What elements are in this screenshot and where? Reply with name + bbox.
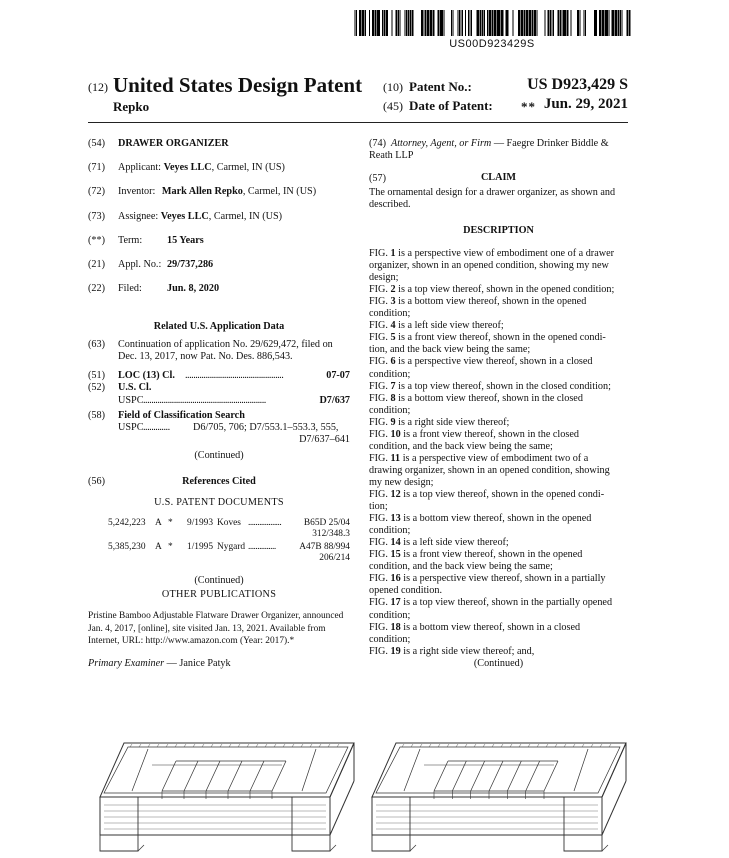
barcode-bar [563, 10, 566, 36]
drawing-stroke [372, 797, 602, 835]
drawing-stroke [319, 744, 321, 747]
reference-dots: ............... [248, 542, 276, 552]
barcode-bar [362, 10, 365, 36]
drawing-stroke [376, 747, 620, 793]
drawer-organizer-drawing-left [92, 735, 358, 855]
drawing-stroke [600, 744, 602, 747]
barcode-bar [400, 10, 401, 36]
barcode-bar [405, 10, 406, 36]
drawing-stroke [238, 744, 240, 747]
drawing-stroke [132, 749, 148, 791]
figure-number: 8 [390, 392, 396, 404]
barcode-bar [494, 10, 497, 36]
field-58: (58) Field of Classification Search [88, 410, 245, 421]
barcode-bar [396, 10, 398, 36]
drawing-stroke [228, 761, 242, 791]
drawing-stroke [301, 744, 303, 747]
reference-star: * [168, 542, 173, 552]
barcode-bar [369, 10, 370, 36]
field-56: (56) [88, 476, 105, 487]
reference-date: 1/1995 [187, 542, 214, 552]
figure-number: 2 [390, 284, 396, 296]
field-term: (**) Term: 15 Years [88, 235, 204, 246]
drawing-stroke [184, 761, 198, 791]
barcode-bar [534, 10, 536, 36]
drawing-stroke [330, 845, 336, 851]
title-drawer-organizer: DRAWER ORGANIZER [118, 138, 229, 149]
drawing-stroke [510, 744, 512, 747]
drawing-stroke [452, 761, 466, 791]
barcode-bar [545, 10, 546, 36]
barcode-bar [461, 10, 462, 36]
description-line: organizer, shown in an opened condition, showing my new [369, 260, 609, 272]
barcode-bar [612, 10, 615, 36]
figure-number: 13 [390, 513, 401, 525]
barcode-bar [580, 10, 581, 36]
figure-number: 9 [390, 416, 396, 428]
other-publication-line: Pristine Bamboo Adjustable Flatware Drawer Organizer, announced [88, 611, 344, 621]
drawing-stroke [100, 743, 354, 797]
figure-number: 16 [390, 573, 401, 585]
drawing-stroke [184, 744, 186, 747]
description-line: FIG. 4 is a left side view thereof; [369, 320, 504, 332]
barcode-bar [459, 10, 460, 36]
description-line: FIG. 11 is a perspective view of embodiment two of a [369, 452, 589, 464]
barcode-bar [484, 10, 485, 36]
field-58-line2: D7/637–641 [299, 434, 350, 445]
drawing-stroke [157, 744, 159, 747]
barcode-bar [482, 10, 484, 36]
drawing-stroke [193, 744, 195, 747]
figure-number: 1 [390, 248, 396, 259]
description-line: FIG. 17 is a top view thereof, shown in the partially opened [369, 597, 613, 609]
barcode-bar [524, 10, 525, 36]
barcode-bar [627, 10, 629, 36]
description-line: FIG. 1 is a perspective view of embodiment one of a drawer [369, 248, 614, 259]
drawing-stroke [265, 744, 267, 747]
drawing-stroke [202, 744, 204, 747]
reference-class-secondary: 206/214 [319, 553, 350, 563]
barcode-bar [532, 10, 534, 36]
field-74: (74) Attorney, Agent, or Firm — Faegre Drinker Biddle & [369, 138, 609, 149]
barcode-bar [440, 10, 443, 36]
code-45: (45) [383, 99, 403, 113]
drawing-stroke [447, 744, 449, 747]
barcode-bar [620, 10, 621, 36]
description-line: condition; [369, 609, 411, 621]
patent-type-title: United States Design Patent [113, 73, 363, 97]
barcode-bar [489, 10, 492, 36]
description-line: FIG. 8 is a bottom view thereof, shown in the closed [369, 392, 583, 404]
barcode-bar [365, 10, 366, 36]
barcode-bar [424, 10, 425, 36]
drawing-stroke [507, 761, 521, 791]
drawer-organizer-drawing-right [364, 735, 630, 855]
other-publications-title: OTHER PUBLICATIONS [161, 589, 277, 600]
reference-class: A47B 88/994 [299, 542, 350, 552]
reference-kind: A [155, 542, 162, 552]
drawing-stroke [471, 761, 485, 791]
description-line: tion; [369, 501, 388, 513]
barcode-bar [430, 10, 432, 36]
drawing-stroke [402, 744, 404, 747]
field-52-uspc: USPC ............................................................ D7/637 [118, 395, 350, 406]
header-rule [88, 122, 628, 123]
barcode-bar [562, 10, 563, 36]
barcode-bar [618, 10, 620, 36]
barcode-bar [382, 10, 383, 36]
field-63: (63) Continuation of application No. 29/629,472, filed on [88, 339, 333, 350]
drawing-stroke [609, 744, 611, 747]
drawing-stroke [310, 744, 312, 747]
field-73: (73) Assignee: Veyes LLC, Carmel, IN (US) [88, 211, 283, 222]
barcode-bar [427, 10, 430, 36]
figure-number: 3 [390, 296, 396, 308]
barcode-bar [477, 10, 480, 36]
drawing-stroke [404, 749, 420, 791]
reference-num: 5,385,230 [108, 542, 146, 552]
drawing-stroke [166, 744, 168, 747]
description-line: FIG. 12 is a top view thereof, shown in the opened condi- [369, 489, 605, 500]
drawing-stroke [429, 744, 431, 747]
reference-class-secondary: 312/348.3 [312, 529, 350, 539]
barcode-bar [537, 10, 538, 36]
barcode-bar [577, 10, 579, 36]
figure-number: 10 [390, 428, 401, 440]
drawing-stroke [138, 845, 144, 851]
barcode-bar [468, 10, 469, 36]
figure-number: 12 [390, 489, 401, 500]
figure-number: 6 [390, 356, 396, 368]
drawing-stroke [465, 744, 467, 747]
barcode-bar [631, 10, 632, 36]
field-57: (57) [369, 173, 386, 184]
description-line: opened condition. [369, 585, 442, 597]
barcode-bar [529, 10, 531, 36]
description-line: my new design; [369, 476, 434, 488]
figure-number: 14 [390, 537, 401, 549]
drawing-stroke [519, 744, 521, 747]
figure-number: 19 [390, 645, 401, 657]
description-line: FIG. 7 is a top view thereof, shown in the closed condition; [369, 380, 611, 392]
description-line: FIG. 3 is a bottom view thereof, shown in the opened [369, 296, 587, 308]
drawing-stroke [229, 744, 231, 747]
barcode-bar [602, 10, 605, 36]
reference-star: * [168, 518, 173, 528]
drawing-stroke [206, 761, 220, 791]
continued-references: (Continued) [194, 575, 244, 586]
barcode-bar [558, 10, 560, 36]
description-line: FIG. 18 is a bottom view thereof, shown in a closed [369, 621, 581, 633]
barcode-bar [451, 10, 452, 36]
drawing-stroke [420, 744, 422, 747]
description-line: FIG. 13 is a bottom view thereof, shown in the opened [369, 513, 592, 525]
us-patent-documents-title: U.S. PATENT DOCUMENTS [154, 497, 284, 508]
drawing-stroke [139, 744, 141, 747]
barcode-bar [518, 10, 520, 36]
description-line: FIG. 10 is a front view thereof, shown in the closed [369, 428, 579, 440]
drawing-stroke [546, 744, 548, 747]
barcode-bar [412, 10, 414, 36]
description-line: design; [369, 272, 399, 284]
description-line: condition; [369, 308, 411, 320]
primary-examiner: Primary Examiner — Janice Patyk [88, 658, 231, 669]
field-63-line2: Dec. 13, 2017, now Pat. No. Des. 886,543. [118, 351, 293, 362]
references-cited-title: References Cited [182, 476, 256, 487]
drawing-stroke [302, 749, 316, 791]
barcode-bar [470, 10, 471, 36]
drawing-stroke [100, 797, 330, 835]
barcode-bar [444, 10, 445, 36]
figure-number: 7 [390, 380, 396, 392]
field-22: (22) Filed: Jun. 8, 2020 [88, 283, 220, 294]
reference-kind: A [155, 518, 162, 528]
field-58-uspc: USPC ............. D6/705, 706; D7/553.1–553.3, 555, [118, 422, 339, 433]
barcode-bar [599, 10, 601, 36]
code-12: (12) [88, 80, 108, 94]
drawing-stroke [483, 744, 485, 747]
description-line: FIG. 2 is a top view thereof, shown in the opened condition; [369, 284, 615, 296]
drawing-stroke [162, 761, 176, 791]
barcode-bar [359, 10, 361, 36]
barcode-bar [471, 10, 472, 36]
description-line: condition; [369, 525, 411, 537]
barcode-bar [615, 10, 617, 36]
barcode [353, 10, 631, 36]
description-line: condition, and the back view being the same; [369, 561, 553, 573]
reference-date: 9/1993 [187, 518, 214, 528]
barcode-bar [356, 10, 357, 36]
claim-line: The ornamental design for a drawer organizer, as shown and [369, 187, 616, 198]
figure-number: 15 [390, 549, 401, 561]
barcode-bar [438, 10, 440, 36]
drawing-stroke [250, 761, 264, 791]
field-52: (52) U.S. Cl. [88, 382, 152, 393]
barcode-bar [550, 10, 551, 36]
drawing-stroke [544, 761, 558, 791]
barcode-bar [521, 10, 524, 36]
barcode-bar [480, 10, 481, 36]
drawing-stroke [582, 744, 584, 747]
drawing-stroke [283, 744, 285, 747]
description-line: FIG. 14 is a left side view thereof; [369, 537, 509, 549]
field-74-line2: Reath LLP [369, 150, 414, 161]
description-line: FIG. 6 is a perspective view thereof, shown in a closed [369, 356, 593, 368]
barcode-bar [584, 10, 585, 36]
field-71: (71) Applicant: Veyes LLC, Carmel, IN (US) [88, 162, 285, 173]
drawing-stroke [537, 744, 539, 747]
date-of-patent-label: Date of Patent: [409, 98, 493, 113]
date-of-patent: Jun. 29, 2021 [543, 96, 628, 112]
barcode-bar [384, 10, 386, 36]
barcode-bar [567, 10, 569, 36]
drawing-stroke [474, 744, 476, 747]
barcode-bar [553, 10, 554, 36]
drawing-stroke [220, 744, 222, 747]
other-publication-line: Internet, URL: http://www.amazon.com (Year: 2017).* [88, 636, 295, 646]
barcode-bar [392, 10, 393, 36]
barcode-bar [571, 10, 572, 36]
drawing-stroke [175, 744, 177, 747]
barcode-bar [605, 10, 608, 36]
description-line: condition; [369, 633, 411, 645]
barcode-bar [355, 10, 356, 36]
drawing-stroke [555, 744, 557, 747]
description-line: FIG. 15 is a front view thereof, shown in the opened [369, 549, 583, 561]
drawing-stroke [337, 744, 339, 747]
figure-number: 17 [390, 597, 401, 609]
reference-dots: .................. [248, 518, 282, 528]
drawing-stroke [456, 744, 458, 747]
claim-line: described. [369, 199, 411, 211]
barcode-bar [513, 10, 514, 36]
figure-number: 18 [390, 621, 401, 633]
drawing-stroke [564, 744, 566, 747]
field-51: (51) LOC (13) Cl. ................................................ 07-07 [88, 370, 350, 381]
barcode-bar [487, 10, 488, 36]
barcode-bar [377, 10, 380, 36]
drawing-stroke [256, 744, 258, 747]
barcode-bar [398, 10, 399, 36]
barcode-bar [609, 10, 610, 36]
patent-no-label: Patent No.: [409, 79, 472, 94]
drawing-stroke [489, 761, 503, 791]
drawing-stroke [410, 845, 416, 851]
barcode-bar [372, 10, 374, 36]
drawing-stroke [272, 761, 286, 791]
barcode-bar [465, 10, 466, 36]
barcode-bar [410, 10, 411, 36]
patent-number: US D923,429 S [527, 76, 628, 93]
figure-number: 5 [390, 332, 396, 344]
drawing-stroke [274, 744, 276, 747]
description-line: condition, and the back view being the same; [369, 440, 553, 452]
drawing-stroke [438, 744, 440, 747]
drawing-stroke [130, 744, 132, 747]
code-10: (10) [383, 80, 403, 94]
drawing-stroke [104, 747, 348, 793]
barcode-bar [433, 10, 435, 36]
description-line: tion, and the back view being the same; [369, 344, 531, 356]
barcode-bar [497, 10, 500, 36]
barcode-bar [552, 10, 553, 36]
barcode-bar [492, 10, 493, 36]
drawing-stroke [573, 744, 575, 747]
drawing-stroke [247, 744, 249, 747]
drawing-stroke [292, 744, 294, 747]
barcode-number: US00D923429S [449, 38, 535, 50]
description-line: FIG. 5 is a front view thereof, shown in the opened condi- [369, 332, 606, 344]
drawing-stroke [602, 845, 608, 851]
field-54: (54) DRAWER ORGANIZER [88, 138, 229, 149]
inventor-short: Repko [113, 99, 150, 114]
figure-number: 4 [390, 320, 396, 332]
drawing-stroke [526, 761, 540, 791]
drawing-stroke [528, 744, 530, 747]
barcode-bar [594, 10, 597, 36]
reference-name: Nygard [217, 542, 246, 552]
drawing-stroke [434, 761, 448, 791]
description-title: DESCRIPTION [463, 225, 534, 236]
description-line: FIG. 19 is a right side view thereof; and, [369, 645, 535, 657]
reference-class: B65D 25/04 [303, 518, 350, 528]
description-line: condition; [369, 368, 411, 380]
other-publication-line: Jan. 4, 2017, [online], site visited Jan. 13, 2021. Available from [88, 623, 326, 634]
barcode-bar [560, 10, 561, 36]
description-line: condition; [369, 404, 411, 416]
barcode-bar [629, 10, 630, 36]
reference-num: 5,242,223 [108, 518, 146, 528]
barcode-bar [406, 10, 407, 36]
drawing-stroke [492, 744, 494, 747]
drawing-stroke [501, 744, 503, 747]
barcode-bar [386, 10, 388, 36]
field-72: (72) Inventor: Mark Allen Repko, Carmel, IN (US) [88, 186, 317, 197]
barcode-bar [506, 10, 509, 36]
drawing-stroke [574, 749, 588, 791]
stars-marker: ** [521, 99, 536, 114]
reference-name: Koves [217, 518, 241, 528]
barcode-bar [462, 10, 463, 36]
continued-description: (Continued) [473, 658, 524, 669]
drawing-stroke [148, 744, 150, 747]
barcode-bar [622, 10, 623, 36]
drawing-stroke [411, 744, 413, 747]
field-21: (21) Appl. No.: 29/737,286 [88, 259, 214, 270]
continued-classification: (Continued) [194, 450, 244, 461]
barcode-bar [458, 10, 459, 36]
drawing-stroke [211, 744, 213, 747]
barcode-bar [408, 10, 410, 36]
barcode-bar [453, 10, 454, 36]
related-us-data-title: Related U.S. Application Data [153, 321, 285, 332]
description-line: drawing organizer, shown in an opened condition, showing [369, 464, 610, 476]
barcode-bar [526, 10, 529, 36]
barcode-bar [425, 10, 426, 36]
claim-title: CLAIM [480, 172, 517, 183]
barcode-bar [548, 10, 550, 36]
description-line: FIG. 9 is a right side view thereof; [369, 416, 510, 428]
drawing-stroke [328, 744, 330, 747]
barcode-bar [375, 10, 377, 36]
barcode-bar [421, 10, 423, 36]
drawing-stroke [591, 744, 593, 747]
description-line: FIG. 16 is a perspective view thereof, shown in a partially [369, 573, 606, 585]
barcode-bar [585, 10, 586, 36]
barcode-bar [501, 10, 504, 36]
figure-number: 11 [390, 452, 401, 464]
